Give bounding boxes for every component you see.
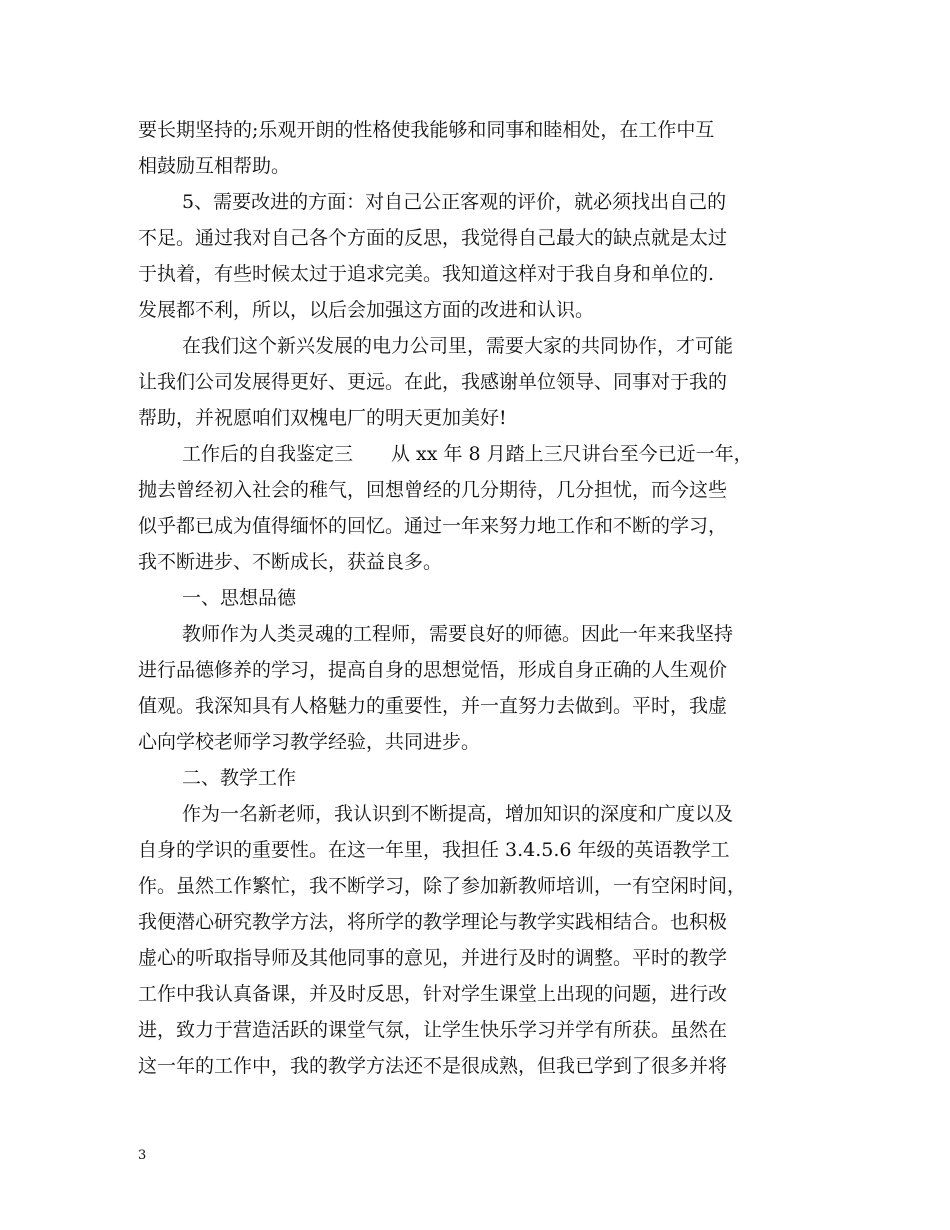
text-line: 抛去曾经初入社会的稚气，回想曾经的几分期待，几分担忧，而今这些 [138, 479, 728, 501]
text-line: 心向学校老师学习教学经验，共同进步。 [138, 731, 481, 753]
text-line: 值观。我深知具有人格魅力的重要性，并一直努力去做到。平时，我虚 [138, 695, 728, 717]
text-line: 相鼓励互相帮助。 [138, 155, 291, 177]
text-line: 进，致力于营造活跃的课堂气氛，让学生快乐学习并学有所获。虽然在 [138, 1019, 728, 1041]
section-heading: 一、思想品德 [182, 587, 297, 609]
text-line: 于执着，有些时候太过于追求完美。我知道这样对于我自身和单位的. [138, 263, 715, 285]
section-title-line: 工作后的自我鉴定三 从 xx 年 8 月踏上三尺讲台至今已近一年， [182, 443, 753, 465]
text-line: 帮助，并祝愿咱们双槐电厂的明天更加美好! [138, 407, 507, 429]
text-line: 不足。通过我对自己各个方面的反思，我觉得自己最大的缺点就是太过 [138, 227, 728, 249]
text-line: 似乎都已成为值得缅怀的回忆。通过一年来努力地工作和不断的学习， [138, 515, 728, 537]
text-line: 虚心的听取指导师及其他同事的意见，并进行及时的调整。平时的教学 [138, 947, 728, 969]
text-line: 要长期坚持的;乐观开朗的性格使我能够和同事和睦相处，在工作中互 [138, 119, 715, 141]
section-heading: 二、教学工作 [182, 767, 297, 789]
text-line: 工作中我认真备课，并及时反思，针对学生课堂上出现的问题，进行改 [138, 983, 728, 1005]
paragraph-start: 作为一名新老师，我认识到不断提高，增加知识的深度和广度以及 [182, 803, 734, 825]
text-line: 我便潜心研究教学方法，将所学的教学理论与教学实践相结合。也积极 [138, 911, 728, 933]
text-line: 作。虽然工作繁忙，我不断学习，除了参加新教师培训，一有空闲时间， [138, 875, 747, 897]
text-line: 这一年的工作中，我的教学方法还不是很成熟，但我已学到了很多并将 [138, 1055, 728, 1077]
text-line: 我不断进步、不断成长，获益良多。 [138, 551, 443, 573]
paragraph-start: 5、需要改进的方面：对自己公正客观的评价，就必须找出自己的 [182, 191, 727, 213]
text-line: 自身的学识的重要性。在这一年里，我担任 3.4.5.6 年级的英语教学工 [138, 839, 730, 861]
text-line: 让我们公司发展得更好、更远。在此，我感谢单位领导、同事对于我的 [138, 371, 728, 393]
paragraph-start: 教师作为人类灵魂的工程师，需要良好的师德。因此一年来我坚持 [182, 623, 734, 645]
page-number: 3 [138, 1148, 147, 1163]
text-line: 发展都不利，所以，以后会加强这方面的改进和认识。 [138, 299, 595, 321]
body-text [138, 112, 828, 1084]
paragraph-start: 在我们这个新兴发展的电力公司里，需要大家的共同协作，才可能 [182, 335, 734, 357]
text-line: 进行品德修养的学习，提高自身的思想觉悟，形成自身正确的人生观价 [138, 659, 728, 681]
